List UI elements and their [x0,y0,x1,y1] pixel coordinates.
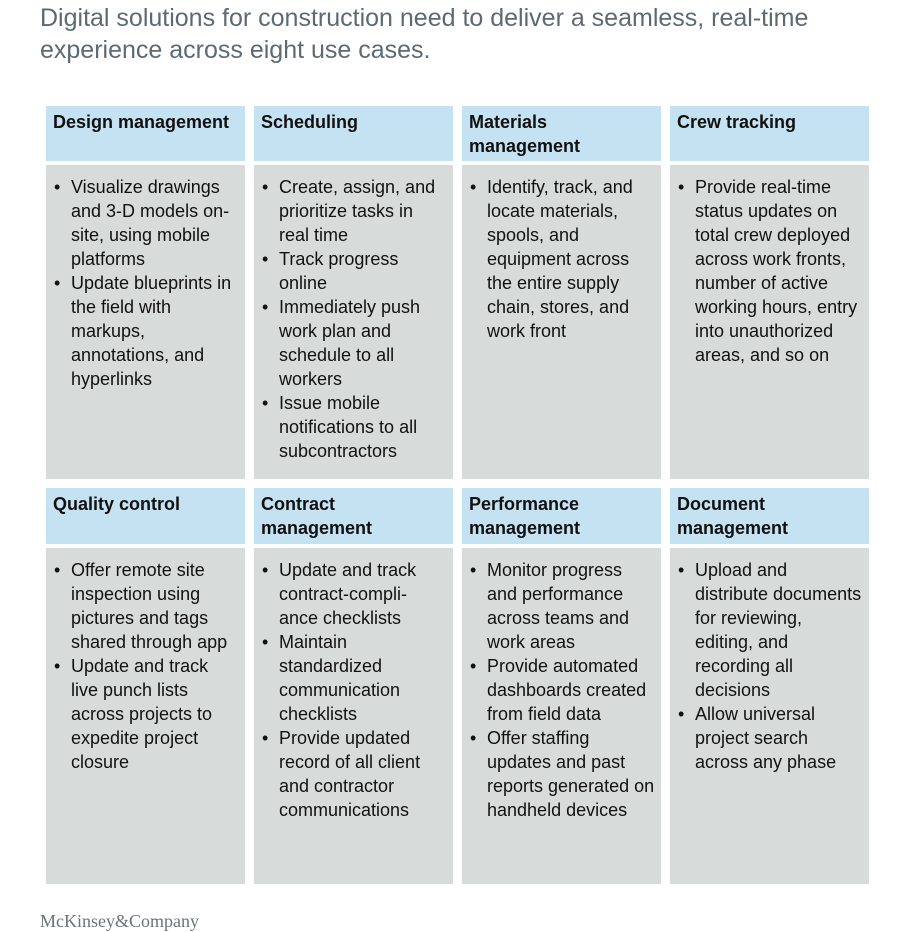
bullet-item: • Provide updated record of all client and contractor communications [261,726,447,822]
use-case-body [254,165,453,479]
use-case-card [46,106,245,479]
use-case-card [46,479,245,884]
bullet-item: • Allow universal project search across any phase [677,702,863,774]
bullet-item: • Update and track live punch lists across projects to expedite project closure [53,654,239,774]
company-logo: McKinsey&Company [40,911,199,931]
bullet-item: • Issue mobile notifications to all subcontractors [261,391,447,463]
bullet-item: • Monitor progress and performance across teams and work areas [469,558,655,654]
use-case-card [462,106,661,479]
bullet-item: • Update blueprints in the field with markups, annotations, and hyperlinks [53,271,239,391]
use-case-header: Quality control [46,488,245,544]
bullet-item: • Provide real-time status updates on total crew deployed across work fronts, number of active working hours, entry into unauthorized areas, and so on [677,175,863,367]
bullet-item: • Offer staffing updates and past reports generated on handheld devices [469,726,655,822]
use-case-body [462,165,661,479]
bullet-item: • Upload and distribute documents for reviewing, editing, and recording all decisions [677,558,863,702]
bullet-item: • Immediately push work plan and schedule to all workers [261,295,447,391]
use-case-body [670,548,869,884]
bullet-list [677,558,863,774]
bullet-item: • Provide automated dashboards created from field data [469,654,655,726]
use-case-header: Scheduling [254,106,453,161]
bullet-item: • Track progress online [261,247,447,295]
use-case-header: Crew tracking [670,106,869,161]
use-case-body [254,548,453,884]
use-case-grid [46,106,868,884]
bullet-item: • Update and track contract-compli- ance checklists [261,558,447,630]
use-case-card [254,479,453,884]
bullet-list [261,175,447,463]
use-case-body [46,548,245,884]
use-case-header: Contract management [254,488,453,544]
bullet-list [469,175,655,343]
bullet-item: • Offer remote site inspection using pictures and tags shared through app [53,558,239,654]
page-title: Digital solutions for construction need to deliver a seamless, real-time experience across eight use cases. [40,4,809,64]
bullet-item: • Visualize drawings and 3-D models on-site, using mobile platforms [53,175,239,271]
use-case-card [462,479,661,884]
bullet-list [469,558,655,822]
bullet-item: • Identify, track, and locate materials, spools, and equipment across the entire supply chain, stores, and work front [469,175,655,343]
use-case-body [462,548,661,884]
use-case-body [670,165,869,479]
use-case-header: Performance management [462,488,661,544]
bullet-list [677,175,863,367]
bullet-list [53,175,239,391]
use-case-header: Design management [46,106,245,161]
use-case-header: Document management [670,488,869,544]
bullet-list [53,558,239,774]
bullet-item: • Create, assign, and prioritize tasks in real time [261,175,447,247]
bullet-list [261,558,447,822]
use-case-card [670,479,869,884]
bullet-item: • Maintain standardized communication checklists [261,630,447,726]
use-case-body [46,165,245,479]
use-case-card [254,106,453,479]
use-case-card [670,106,869,479]
use-case-header: Materials management [462,106,661,161]
